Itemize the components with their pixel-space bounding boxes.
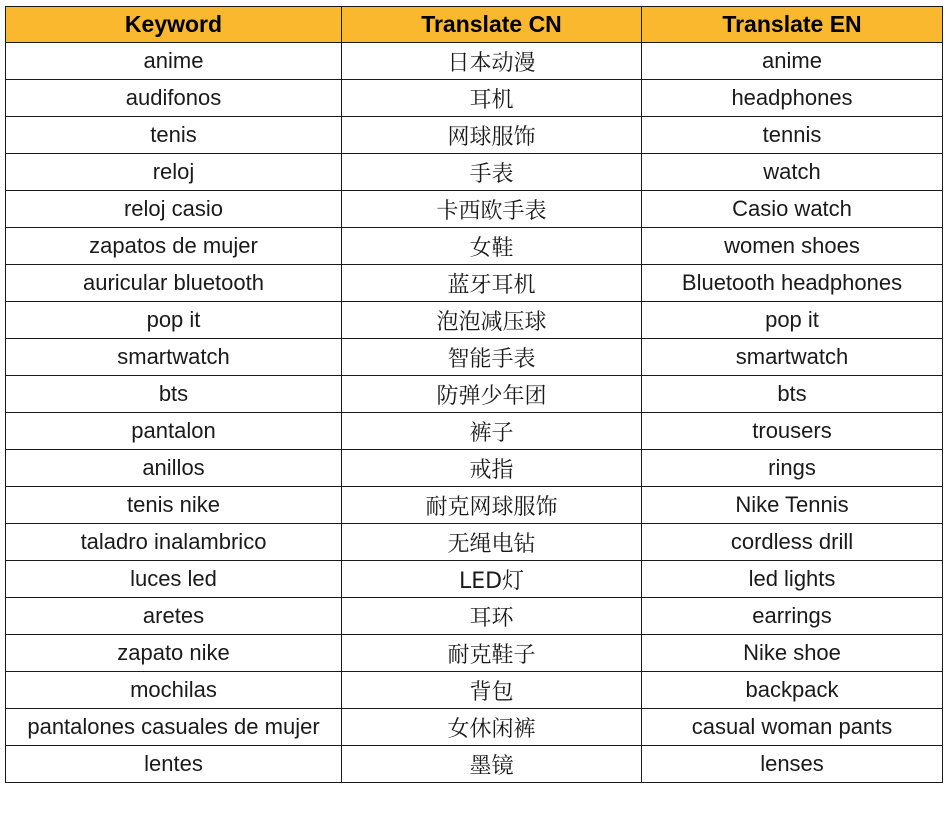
translate-en-cell: women shoes [642, 228, 943, 265]
translate-cn-cell: 女休闲裤 [342, 709, 642, 746]
table-row [6, 598, 943, 635]
translate-en-cell: pop it [642, 302, 943, 339]
keyword-cell: anillos [6, 450, 342, 487]
translate-en-cell: Bluetooth headphones [642, 265, 943, 302]
keyword-cell: bts [6, 376, 342, 413]
table-row [6, 635, 943, 672]
table-row [6, 154, 943, 191]
keyword-cell: luces led [6, 561, 342, 598]
translate-en-cell: bts [642, 376, 943, 413]
keyword-cell: tenis [6, 117, 342, 154]
translate-en-cell: cordless drill [642, 524, 943, 561]
keyword-cell: reloj casio [6, 191, 342, 228]
translate-en-cell: anime [642, 43, 943, 80]
translate-cn-cell: 卡西欧手表 [342, 191, 642, 228]
translate-en-cell: Nike Tennis [642, 487, 943, 524]
translate-cn-cell: 墨镜 [342, 746, 642, 783]
translate-en-cell: backpack [642, 672, 943, 709]
keyword-cell: pop it [6, 302, 342, 339]
translate-cn-cell: 戒指 [342, 450, 642, 487]
keyword-translation-table [5, 6, 943, 783]
keyword-cell: mochilas [6, 672, 342, 709]
translate-cn-cell: 女鞋 [342, 228, 642, 265]
translate-cn-cell: 蓝牙耳机 [342, 265, 642, 302]
table-row [6, 228, 943, 265]
keyword-cell: tenis nike [6, 487, 342, 524]
translate-en-cell: lenses [642, 746, 943, 783]
translate-cn-cell: 耳机 [342, 80, 642, 117]
keyword-cell: zapato nike [6, 635, 342, 672]
header-keyword: Keyword [6, 7, 342, 43]
header-row [6, 7, 943, 43]
keyword-cell: zapatos de mujer [6, 228, 342, 265]
translate-en-cell: smartwatch [642, 339, 943, 376]
keyword-translation-table-container [5, 6, 942, 783]
table-row [6, 450, 943, 487]
translate-en-cell: Nike shoe [642, 635, 943, 672]
keyword-cell: audifonos [6, 80, 342, 117]
table-row [6, 709, 943, 746]
translate-cn-cell: 背包 [342, 672, 642, 709]
translate-cn-cell: 无绳电钻 [342, 524, 642, 561]
keyword-cell: smartwatch [6, 339, 342, 376]
table-row [6, 376, 943, 413]
keyword-cell: lentes [6, 746, 342, 783]
table-row [6, 302, 943, 339]
translate-en-cell: watch [642, 154, 943, 191]
translate-cn-cell: 手表 [342, 154, 642, 191]
translate-en-cell: led lights [642, 561, 943, 598]
translate-cn-cell: 泡泡减压球 [342, 302, 642, 339]
translate-cn-cell: 智能手表 [342, 339, 642, 376]
keyword-cell: reloj [6, 154, 342, 191]
keyword-cell: anime [6, 43, 342, 80]
translate-en-cell: earrings [642, 598, 943, 635]
translate-cn-cell: 耐克鞋子 [342, 635, 642, 672]
header-translate-en: Translate EN [642, 7, 943, 43]
translate-en-cell: tennis [642, 117, 943, 154]
table-row [6, 413, 943, 450]
table-row [6, 524, 943, 561]
translate-en-cell: trousers [642, 413, 943, 450]
header-translate-cn: Translate CN [342, 7, 642, 43]
table-row [6, 561, 943, 598]
translate-cn-cell: 网球服饰 [342, 117, 642, 154]
table-row [6, 80, 943, 117]
translate-cn-cell: 耐克网球服饰 [342, 487, 642, 524]
translate-en-cell: casual woman pants [642, 709, 943, 746]
keyword-cell: aretes [6, 598, 342, 635]
translate-cn-cell: 耳环 [342, 598, 642, 635]
keyword-cell: pantalones casuales de mujer [6, 709, 342, 746]
translate-en-cell: rings [642, 450, 943, 487]
translate-cn-cell: 日本动漫 [342, 43, 642, 80]
table-row [6, 265, 943, 302]
table-body [6, 43, 943, 783]
table-row [6, 672, 943, 709]
keyword-cell: auricular bluetooth [6, 265, 342, 302]
table-row [6, 43, 943, 80]
table-row [6, 339, 943, 376]
table-row [6, 746, 943, 783]
keyword-cell: taladro inalambrico [6, 524, 342, 561]
translate-cn-cell: LED灯 [342, 561, 642, 598]
table-row [6, 117, 943, 154]
table-row [6, 487, 943, 524]
translate-cn-cell: 裤子 [342, 413, 642, 450]
table-row [6, 191, 943, 228]
table-header [6, 7, 943, 43]
translate-en-cell: Casio watch [642, 191, 943, 228]
translate-cn-cell: 防弹少年团 [342, 376, 642, 413]
keyword-cell: pantalon [6, 413, 342, 450]
translate-en-cell: headphones [642, 80, 943, 117]
